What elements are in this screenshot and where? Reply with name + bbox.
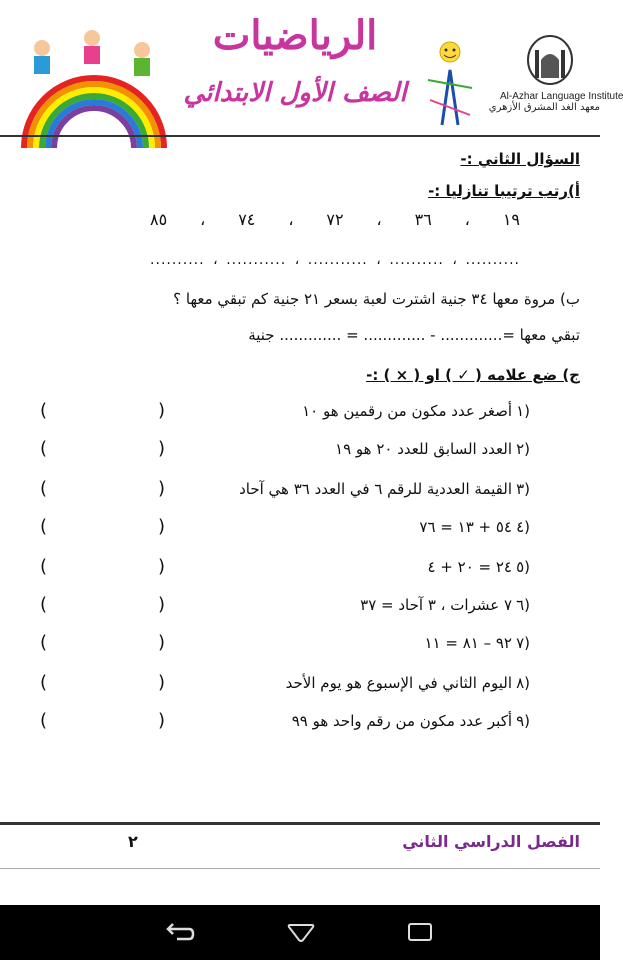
home-icon[interactable] xyxy=(286,921,316,943)
separator: ، xyxy=(294,252,300,268)
answer-box[interactable]: ( xyxy=(40,632,48,653)
statement-number: ٣) xyxy=(516,480,530,498)
answer-blank[interactable]: .......... xyxy=(465,252,520,268)
rainbow-kids-illustration xyxy=(14,30,174,150)
answer-box[interactable]: ( xyxy=(40,478,48,499)
answer-box-close: ) xyxy=(158,556,166,577)
statement-number: ٨) xyxy=(516,674,530,692)
page-bottom-edge xyxy=(0,868,600,869)
answer-blanks xyxy=(150,252,520,268)
grade-subtitle: الصف الأول الابتدائي xyxy=(183,78,407,108)
semester-label: الفصل الدراسي الثاني xyxy=(402,832,580,851)
header-divider xyxy=(0,135,600,137)
statement-text: اليوم الثاني في الإسبوع هو يوم الأحد xyxy=(285,674,512,692)
separator: ، xyxy=(213,252,218,268)
footer-divider xyxy=(0,822,600,825)
statement-row xyxy=(40,594,580,624)
android-navigation-bar xyxy=(0,905,600,960)
statement-text: أكبر عدد مكون من رقم واحد هو ٩٩ xyxy=(291,712,512,730)
number-item: ٧٤ xyxy=(238,210,256,229)
statement-row xyxy=(40,400,580,430)
separator: ، xyxy=(288,210,294,229)
statement-row xyxy=(40,632,580,662)
institute-logo xyxy=(488,30,623,113)
statement-number: ٥) xyxy=(516,558,530,576)
statement-number: ٤) xyxy=(516,518,530,536)
page-header xyxy=(0,0,623,150)
statement-text: القيمة العددية للرقم ٦ في العدد ٣٦ هي آحاد xyxy=(239,480,512,498)
answer-box[interactable]: ( xyxy=(40,400,48,421)
statement-row xyxy=(40,478,580,508)
answer-box[interactable]: ( xyxy=(40,710,48,731)
part-a-title: أ)رتب ترتيبا تنازليا :- xyxy=(428,182,580,200)
answer-box-close: ) xyxy=(158,710,166,731)
statement-row xyxy=(40,710,580,740)
part-c-title: ج) ضع علامه ( ✓ ) او ( × ) :- xyxy=(366,366,580,384)
statement-text: ٢٤ = ٢٠ + ٤ xyxy=(427,558,512,576)
statement-row xyxy=(40,556,580,586)
answer-box-close: ) xyxy=(158,438,166,459)
separator: ، xyxy=(452,252,457,268)
page-number: ٢ xyxy=(128,832,138,851)
answer-box-close: ) xyxy=(158,672,166,693)
answer-box[interactable]: ( xyxy=(40,672,48,693)
compass-smiley-icon xyxy=(420,40,480,130)
number-item: ١٩ xyxy=(502,210,520,229)
answer-box-close: ) xyxy=(158,478,166,499)
statement-number: ٦) xyxy=(516,596,530,614)
statement-text: ٧ عشرات ، ٣ آحاد = ٣٧ xyxy=(360,596,512,614)
separator: ، xyxy=(376,252,381,268)
answer-box-close: ) xyxy=(158,400,166,421)
statement-text: ٩٢ – ٨١ = ١١ xyxy=(424,634,512,652)
statement-number: ٩) xyxy=(516,712,530,730)
number-item: ٣٦ xyxy=(414,210,432,229)
separator: ، xyxy=(464,210,470,229)
numbers-to-order xyxy=(150,210,520,229)
statement-text: أصغر عدد مكون من رقمين هو ١٠ xyxy=(302,402,512,420)
answer-blank[interactable]: ........... xyxy=(226,252,287,268)
separator: ، xyxy=(200,210,206,229)
answer-box-close: ) xyxy=(158,632,166,653)
mosque-logo-icon xyxy=(525,30,575,85)
recent-apps-icon[interactable] xyxy=(405,921,435,943)
answer-box[interactable]: ( xyxy=(40,438,48,459)
statement-row xyxy=(40,516,580,546)
answer-box[interactable]: ( xyxy=(40,556,48,577)
answer-blank[interactable]: ........... xyxy=(307,252,368,268)
worksheet-title: الرياضيات xyxy=(212,12,378,59)
statement-number: ٢) xyxy=(516,440,530,458)
answer-blank[interactable]: .......... xyxy=(389,252,444,268)
answer-box-close: ) xyxy=(158,594,166,615)
answer-box[interactable]: ( xyxy=(40,594,48,615)
institute-name-en: Al-Azhar Language Institute xyxy=(500,91,623,102)
institute-name-ar: معهد الغد المشرق الأزهري xyxy=(488,102,600,113)
part-b-question: ب) مروة معها ٣٤ جنية اشترت لعبة بسعر ٢١ جنية كم تبقي معها ؟ xyxy=(173,290,580,308)
number-item: ٧٢ xyxy=(326,210,344,229)
statement-row xyxy=(40,672,580,702)
statement-number: ٧) xyxy=(516,634,530,652)
number-item: ٨٥ xyxy=(150,210,168,229)
answer-box[interactable]: ( xyxy=(40,516,48,537)
statement-text: ٥٤ + ١٣ = ٧٦ xyxy=(419,518,512,536)
answer-box-close: ) xyxy=(158,516,166,537)
statement-text: العدد السابق للعدد ٢٠ هو ١٩ xyxy=(335,440,512,458)
back-icon[interactable] xyxy=(165,921,195,943)
separator: ، xyxy=(376,210,382,229)
part-b-answer-line[interactable]: تبقي معها =............. - ............. = ............. جنية xyxy=(248,326,580,344)
statement-row xyxy=(40,438,580,468)
question-heading: السؤال الثاني :- xyxy=(460,150,580,168)
answer-blank[interactable]: .......... xyxy=(150,252,205,268)
statement-number: ١) xyxy=(516,402,530,420)
